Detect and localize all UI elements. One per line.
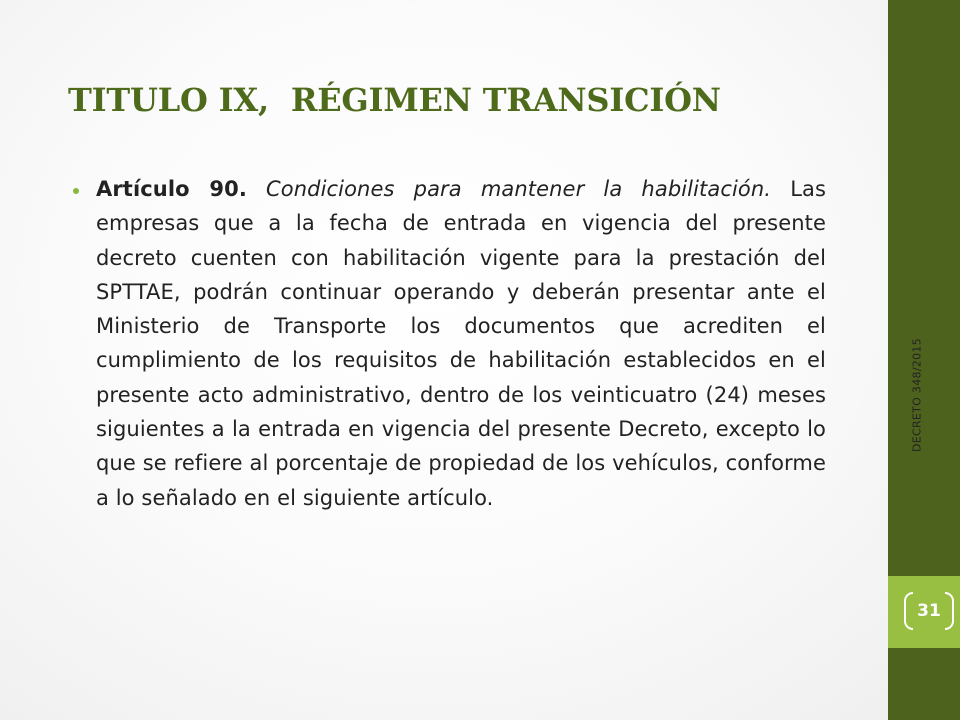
article-paragraph [96,172,826,515]
footer-label: DECRETO 348/2015 [910,337,924,453]
slide-title: TITULO IX, RÉGIMEN TRANSICIÓN [68,81,721,119]
bullet-icon [73,188,79,194]
article-heading: Condiciones para mantener la habilitación. [266,177,772,201]
article-body: Las empresas que a la fecha de entrada en vigencia del presente decreto cuenten con habilitación vigente para la prestación del SPTTAE, podrán continuar operando y deberán presentar ante el Ministerio de Transporte los documentos que acrediten el cumplimiento de los requisitos de habilitación establecidos en el presente acto administrativo, dentro de los veinticuatro (24) meses siguientes a la entrada en vigencia del presente Decreto, excepto lo que se refiere al porcentaje de propiedad de los vehículos, conforme a lo señalado en el siguiente artículo. [96,177,827,510]
page-number: 31 [917,601,941,621]
article-number: Artículo 90. [96,177,247,201]
page-number-badge [904,592,954,630]
